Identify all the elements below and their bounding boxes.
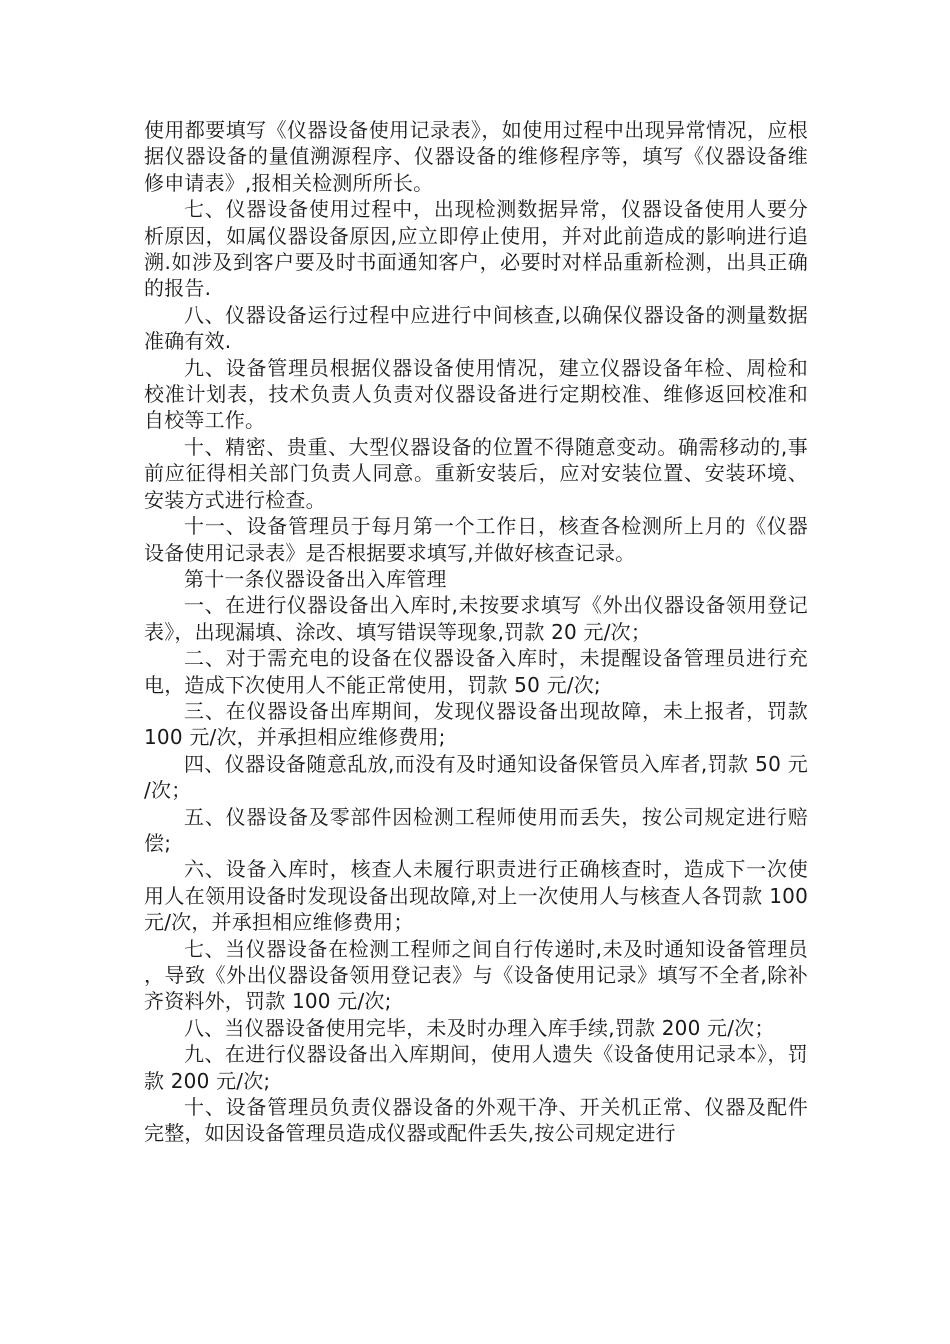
paragraph: 七、当仪器设备在检测工程师之间自行传递时,未及时通知设备管理员，导致《外出仪器设备领用登记表》与《设备使用记录》填写不全者,除补齐资料外，罚款 100 元/次; — [144, 936, 808, 1014]
paragraph: 二、对于需充电的设备在仪器设备入库时，未提醒设备管理员进行充电，造成下次使用人不能正常使用，罚款 50 元/次; — [144, 646, 808, 697]
paragraph: 十、精密、贵重、大型仪器设备的位置不得随意变动。确需移动的,事前应征得相关部门负责人同意。重新安装后，应对安装位置、安装环境、安装方式进行检查。 — [144, 434, 808, 512]
paragraph: 十、设备管理员负责仪器设备的外观干净、开关机正常、仪器及配件完整，如因设备管理员造成仪器或配件丢失,按公司规定进行 — [144, 1095, 808, 1146]
paragraph: 九、在进行仪器设备出入库期间，使用人遗失《设备使用记录本》，罚款 200 元/次; — [144, 1042, 808, 1093]
paragraph: 三、在仪器设备出库期间，发现仪器设备出现故障，未上报者，罚款 100 元/次，并承担相应维修费用; — [144, 698, 808, 750]
paragraph: 一、在进行仪器设备出入库时,未按要求填写《外出仪器设备领用登记表》，出现漏填、涂改、填写错误等现象,罚款 20 元/次； — [144, 593, 808, 644]
paragraph: 十一、设备管理员于每月第一个工作日，核查各检测所上月的《仪器设备使用记录表》是否根据要求填写,并做好核查记录。 — [144, 514, 808, 565]
paragraph: 九、设备管理员根据仪器设备使用情况，建立仪器设备年检、周检和校准计划表，技术负责人负责对仪器设备进行定期校准、维修返回校准和自校等工作。 — [144, 355, 808, 433]
paragraph: 使用都要填写《仪器设备使用记录表》，如使用过程中出现异常情况，应根据仪器设备的量值溯源程序、仪器设备的维修程序等，填写《仪器设备维修申请表》,报相关检测所所长。 — [144, 118, 808, 195]
paragraph: 五、仪器设备及零部件因检测工程师使用而丢失，按公司规定进行赔偿; — [144, 804, 808, 855]
paragraph: 八、仪器设备运行过程中应进行中间核查,以确保仪器设备的测量数据准确有效. — [144, 302, 808, 354]
document-body — [144, 117, 808, 1147]
paragraph: 七、仪器设备使用过程中，出现检测数据异常，仪器设备使用人要分析原因，如属仪器设备原因,应立即停止使用，并对此前造成的影响进行追溯.如涉及到客户要及时书面通知客户，必要时对样品重新检测，出具正确的报告. — [144, 197, 808, 301]
paragraph: 八、当仪器设备使用完毕，未及时办理入库手续,罚款 200 元/次； — [184, 1015, 775, 1040]
paragraph: 四、仪器设备随意乱放,而没有及时通知设备保管员入库者,罚款 50 元/次； — [144, 751, 808, 803]
section-heading: 第十一条仪器设备出入库管理 — [184, 566, 447, 591]
paragraph: 六、设备入库时，核查人未履行职责进行正确核查时，造成下一次使用人在领用设备时发现设备出现故障,对上一次使用人与核查人各罚款 100 元/次，并承担相应维修费用； — [144, 857, 808, 935]
